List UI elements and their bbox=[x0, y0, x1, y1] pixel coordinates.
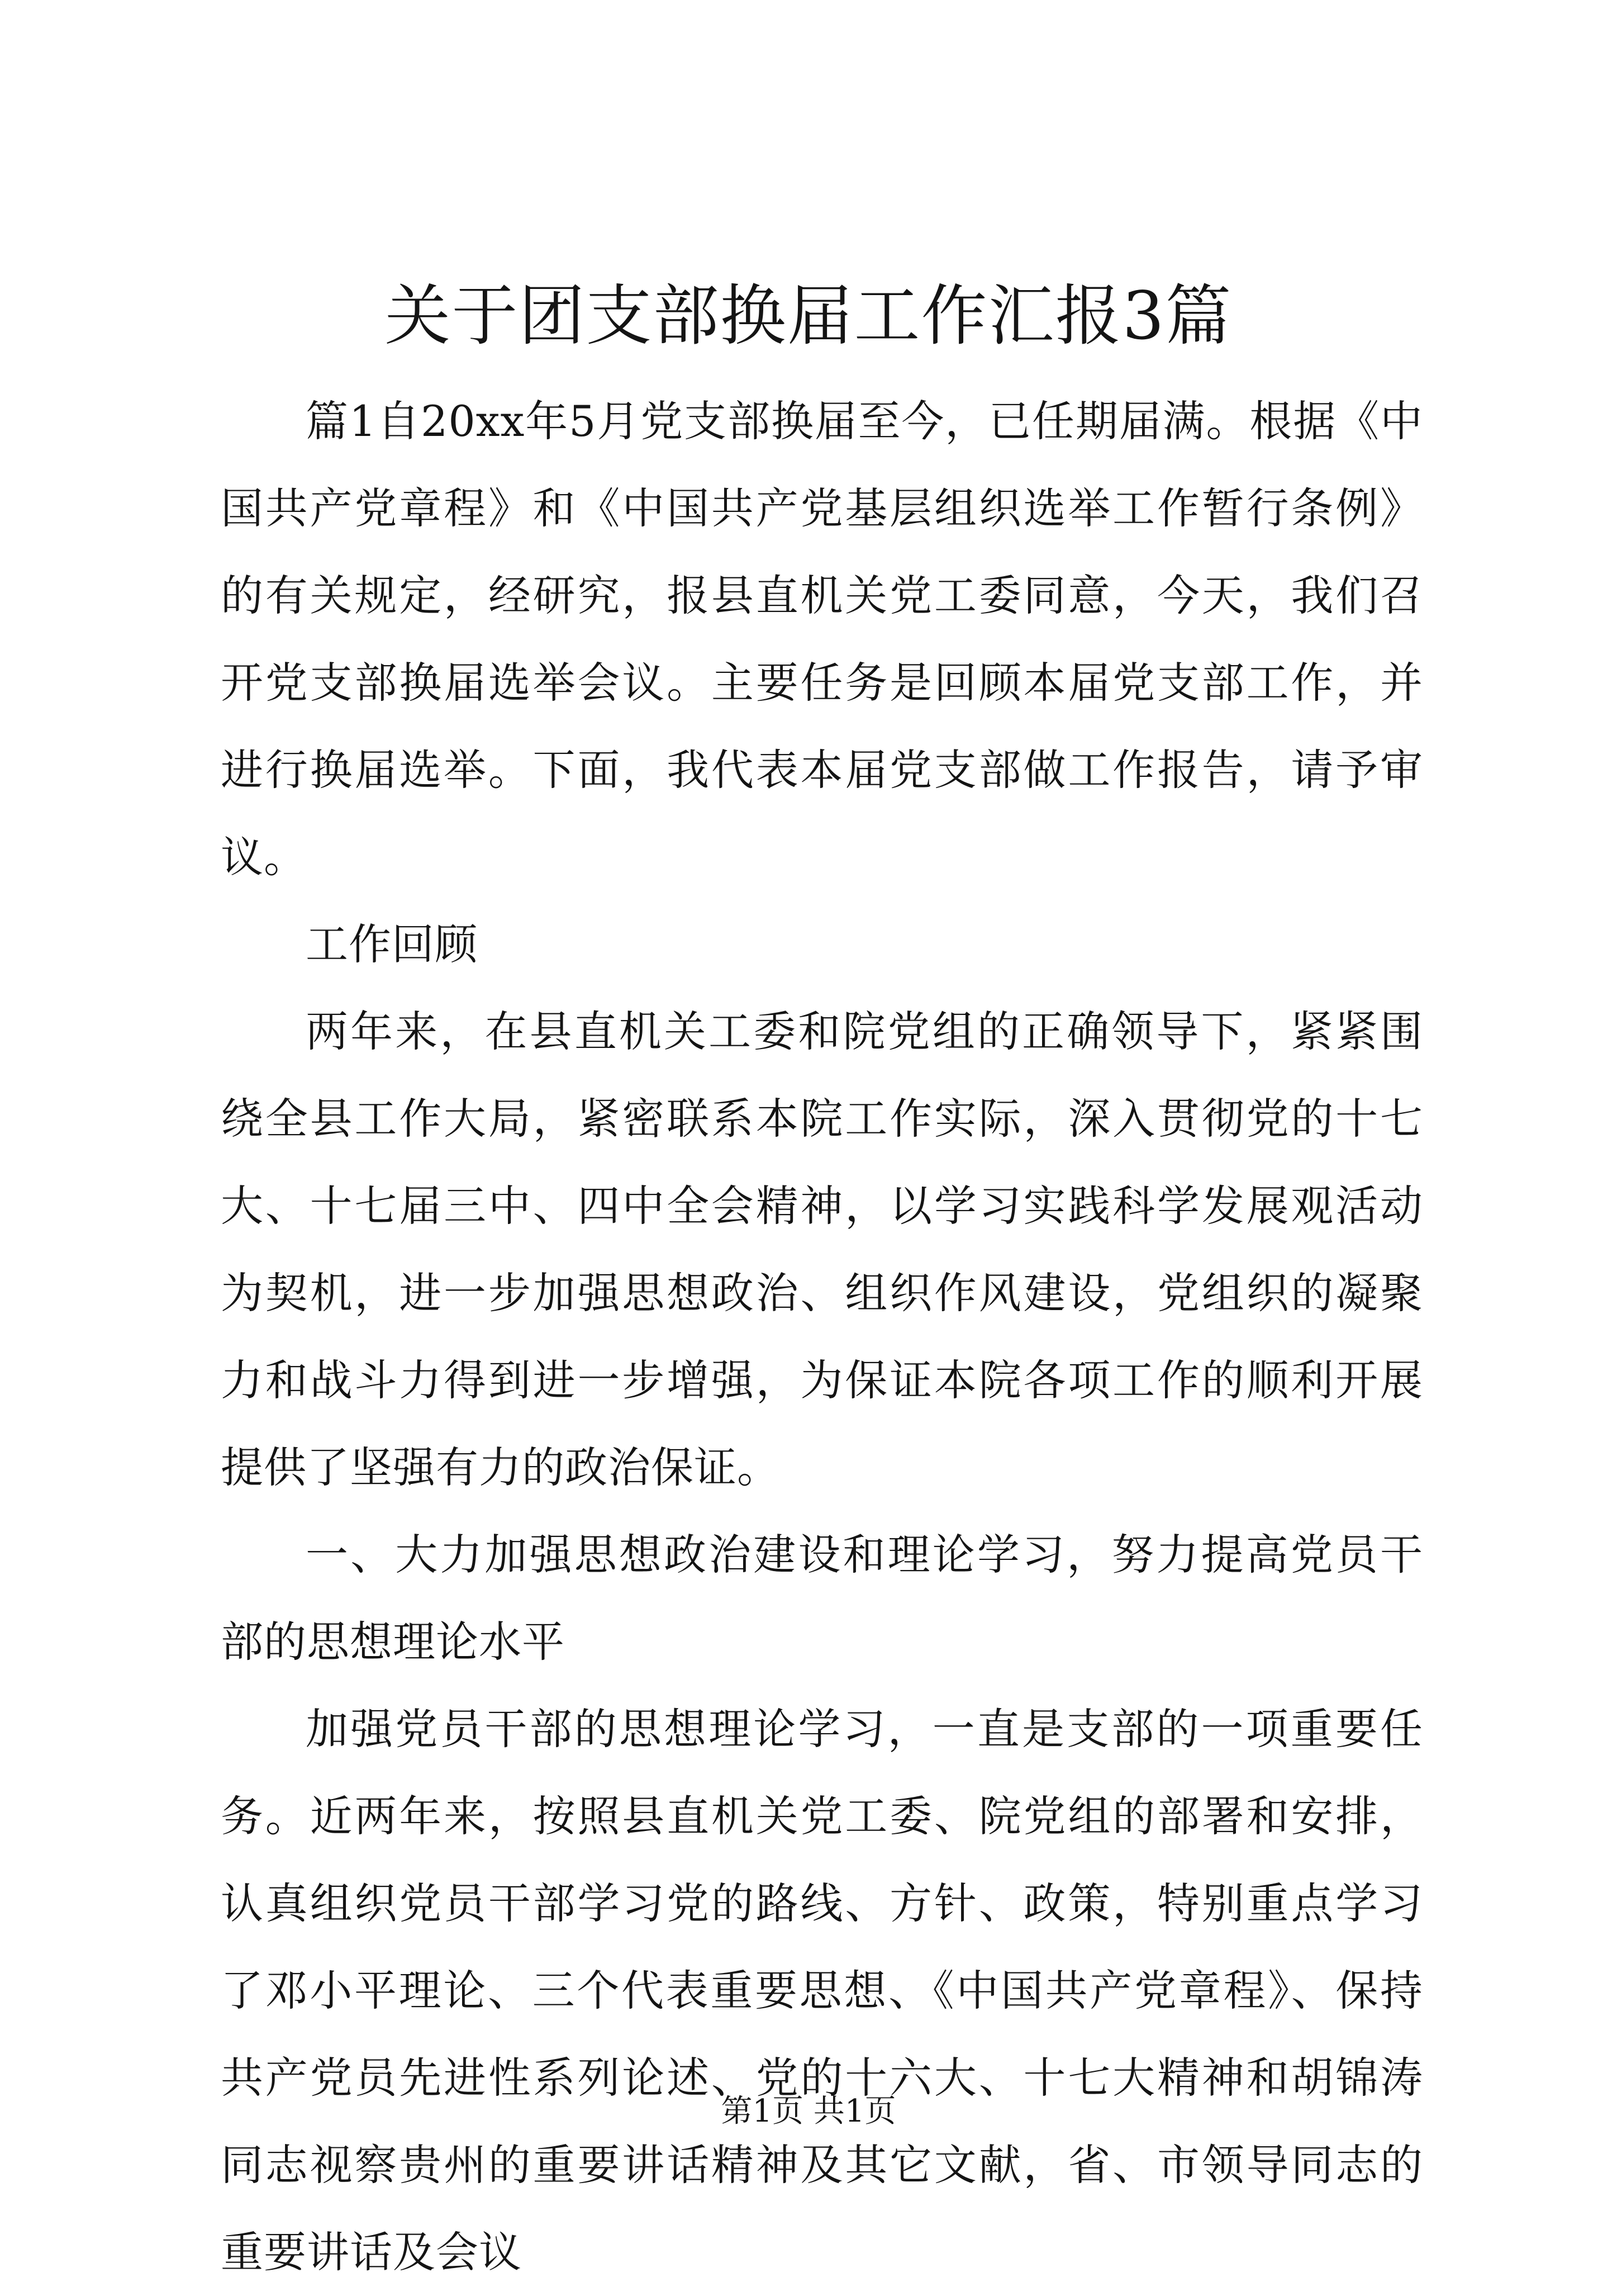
paragraph-theory-study: 加强党员干部的思想理论学习，一直是支部的一项重要任务。近两年来，按照县直机关党工委、院党组的部署和安排，认真组织党员干部学习党的路线、方针、政策，特别重点学习了邓小平理论、三个代表重要思想、《中国共产党章程》、保持共产党员先进性系列论述、党的十六大、十七大精神和胡锦涛同志视察贵州的重要讲话精神及其它文献，省、市领导同志的重要讲话及会议 bbox=[221, 1704, 1423, 2277]
paragraph-intro: 篇1自20xx年5月党支部换届至今，已任期届满。根据《中国共产党章程》和《中国共产党基层组织选举工作暂行条例》的有关规定，经研究，报县直机关党工委同意，今天，我们召开党支部换届选举会议。主要任务是回顾本届党支部工作，并进行换届选举。下面，我代表本届党支部做工作报告，请予审议。 bbox=[221, 396, 1423, 882]
section-heading-work-review: 工作回顾 bbox=[306, 919, 478, 969]
document-body bbox=[221, 378, 1423, 2296]
document-title: 关于团支部换届工作汇报3篇 bbox=[384, 277, 1233, 354]
page-footer: 第1页 共1页 bbox=[721, 2093, 896, 2129]
paragraph-two-years: 两年来，在县直机关工委和院党组的正确领导下，紧紧围绕全县工作大局，紧密联系本院工作实际，深入贯彻党的十七大、十七届三中、四中全会精神，以学习实践科学发展观活动为契机，进一步加强思想政治、组织作风建设，党组织的凝聚力和战斗力得到进一步增强，为保证本院各项工作的顺利开展提供了坚强有力的政治保证。 bbox=[221, 1007, 1423, 1492]
section-heading-one: 一、大力加强思想政治建设和理论学习，努力提高党员干部的思想理论水平 bbox=[221, 1530, 1423, 1667]
